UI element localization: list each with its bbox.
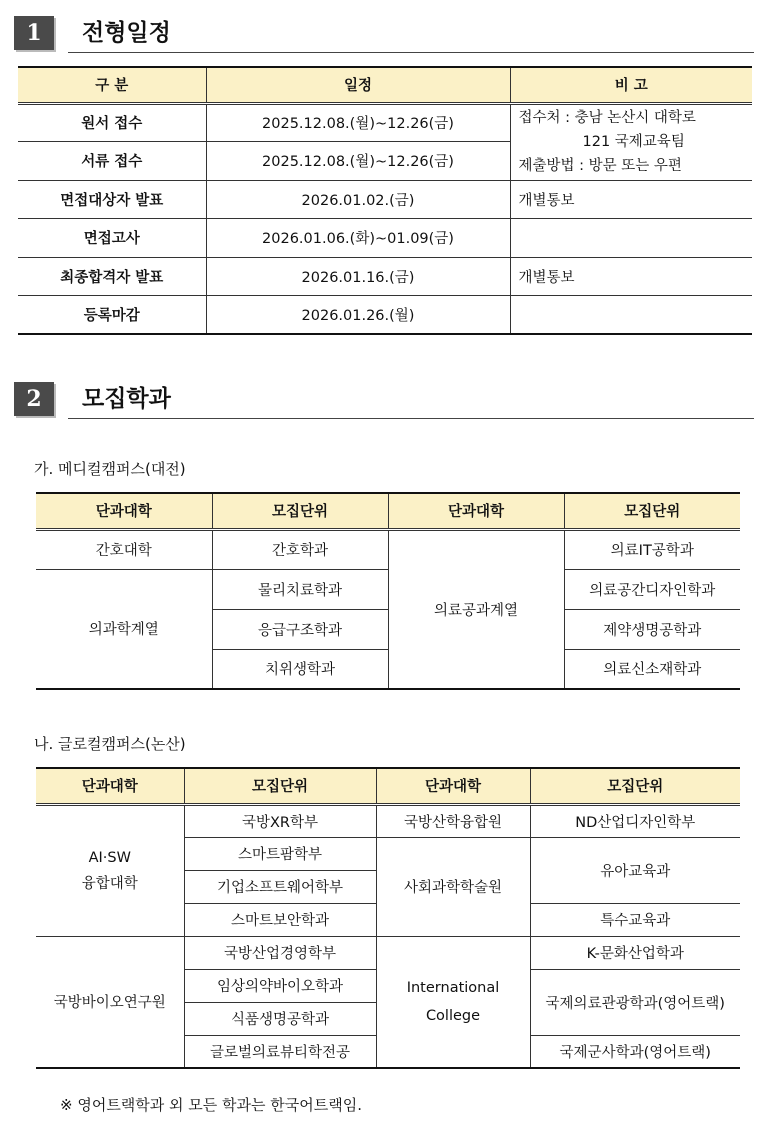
college-cell: 의과학계열 — [36, 569, 212, 689]
section-number: 2 — [14, 382, 54, 416]
unit-cell: 간호학과 — [212, 529, 388, 569]
campus-title-medical: 가. 메디컬캠퍼스(대전) — [34, 460, 186, 478]
row-label: 면접대상자 발표 — [18, 180, 206, 219]
unit-cell: 의료신소재학과 — [564, 649, 740, 689]
header-cell: 일정 — [206, 67, 510, 103]
table-row — [36, 529, 740, 569]
row-label: 서류 접수 — [18, 142, 206, 181]
header-cell: 비 고 — [510, 67, 752, 103]
date-cell: 2026.01.26.(월) — [206, 296, 510, 335]
table-row — [18, 296, 752, 335]
header-cell: 모집단위 — [212, 493, 388, 529]
header-cell: 구 분 — [18, 67, 206, 103]
row-label: 최종합격자 발표 — [18, 257, 206, 296]
table-header-row — [36, 493, 740, 529]
college-line: 융합대학 — [81, 875, 138, 892]
section-title: 전형일정 — [82, 20, 171, 46]
unit-cell: 유아교육과 — [530, 837, 740, 903]
header-cell: 단과대학 — [36, 768, 184, 804]
submit-place: 접수처 : 충남 논산시 대학로 — [518, 110, 696, 126]
date-cell: 2026.01.16.(금) — [206, 257, 510, 296]
date-cell: 2025.12.08.(월)~12.26(금) — [206, 142, 510, 181]
unit-cell: 스마트보안학과 — [184, 903, 376, 936]
row-label: 면접고사 — [18, 219, 206, 258]
unit-cell: 의료공간디자인학과 — [564, 569, 740, 609]
unit-cell: 임상의약바이오학과 — [184, 969, 376, 1002]
college-cell-ai-sw — [36, 804, 184, 936]
table-row — [36, 936, 740, 969]
college-line: International — [406, 979, 500, 996]
note-cell — [510, 296, 752, 335]
submit-address: 121 국제교육팀 — [582, 134, 685, 150]
unit-cell: 식품생명공학과 — [184, 1002, 376, 1035]
college-cell: 간호대학 — [36, 529, 212, 569]
unit-cell: 국방산업경영학부 — [184, 936, 376, 969]
date-cell: 2026.01.06.(화)~01.09(금) — [206, 219, 510, 258]
divider — [68, 52, 754, 53]
campus-title-glocal: 나. 글로컬캠퍼스(논산) — [34, 735, 186, 753]
table-row — [18, 103, 752, 142]
row-label: 원서 접수 — [18, 103, 206, 142]
table-row — [36, 804, 740, 837]
college-line: AI·SW — [88, 849, 131, 866]
date-cell: 2025.12.08.(월)~12.26(금) — [206, 103, 510, 142]
section-number: 1 — [14, 16, 54, 50]
table-header-row — [36, 768, 740, 804]
college-line: College — [425, 1007, 481, 1024]
unit-cell: 제약생명공학과 — [564, 609, 740, 649]
header-cell: 모집단위 — [184, 768, 376, 804]
date-cell: 2026.01.02.(금) — [206, 180, 510, 219]
note-cell: 개별통보 — [510, 257, 752, 296]
college-cell-international — [376, 936, 530, 1068]
college-cell: 의료공과계열 — [388, 529, 564, 689]
medical-campus-table — [36, 492, 740, 690]
divider — [68, 418, 754, 419]
unit-cell: 글로벌의료뷰티학전공 — [184, 1035, 376, 1068]
unit-cell: 국제군사학과(영어트랙) — [530, 1035, 740, 1068]
unit-cell: 국방XR학부 — [184, 804, 376, 837]
table-header-row — [18, 67, 752, 103]
unit-cell: ND산업디자인학부 — [530, 804, 740, 837]
row-label: 등록마감 — [18, 296, 206, 335]
unit-cell: 물리치료학과 — [212, 569, 388, 609]
note-cell — [510, 219, 752, 258]
unit-cell: 의료IT공학과 — [564, 529, 740, 569]
header-cell: 모집단위 — [564, 493, 740, 529]
unit-cell: 스마트팜학부 — [184, 837, 376, 870]
section-header-schedule — [14, 14, 754, 54]
footnote: ※ 영어트랙학과 외 모든 학과는 한국어트랙임. — [60, 1096, 362, 1114]
unit-cell: K-문화산업학과 — [530, 936, 740, 969]
glocal-campus-table — [36, 767, 740, 1069]
unit-cell: 응급구조학과 — [212, 609, 388, 649]
unit-cell: 기업소프트웨어학부 — [184, 870, 376, 903]
section-header-departments — [14, 380, 754, 420]
college-cell: 국방산학융합원 — [376, 804, 530, 837]
header-cell: 단과대학 — [376, 768, 530, 804]
unit-cell: 특수교육과 — [530, 903, 740, 936]
table-row — [18, 180, 752, 219]
header-cell: 단과대학 — [36, 493, 212, 529]
submit-method: 제출방법 : 방문 또는 우편 — [518, 158, 682, 174]
header-cell: 단과대학 — [388, 493, 564, 529]
schedule-table — [18, 66, 752, 335]
table-row — [18, 257, 752, 296]
header-cell: 모집단위 — [530, 768, 740, 804]
section-title: 모집학과 — [82, 386, 171, 412]
unit-cell: 치위생학과 — [212, 649, 388, 689]
college-cell: 국방바이오연구원 — [36, 936, 184, 1068]
college-cell: 사회과학학술원 — [376, 837, 530, 936]
unit-cell: 국제의료관광학과(영어트랙) — [530, 969, 740, 1035]
table-row — [18, 219, 752, 258]
note-cell: 개별통보 — [510, 180, 752, 219]
submit-note-cell — [510, 103, 752, 180]
